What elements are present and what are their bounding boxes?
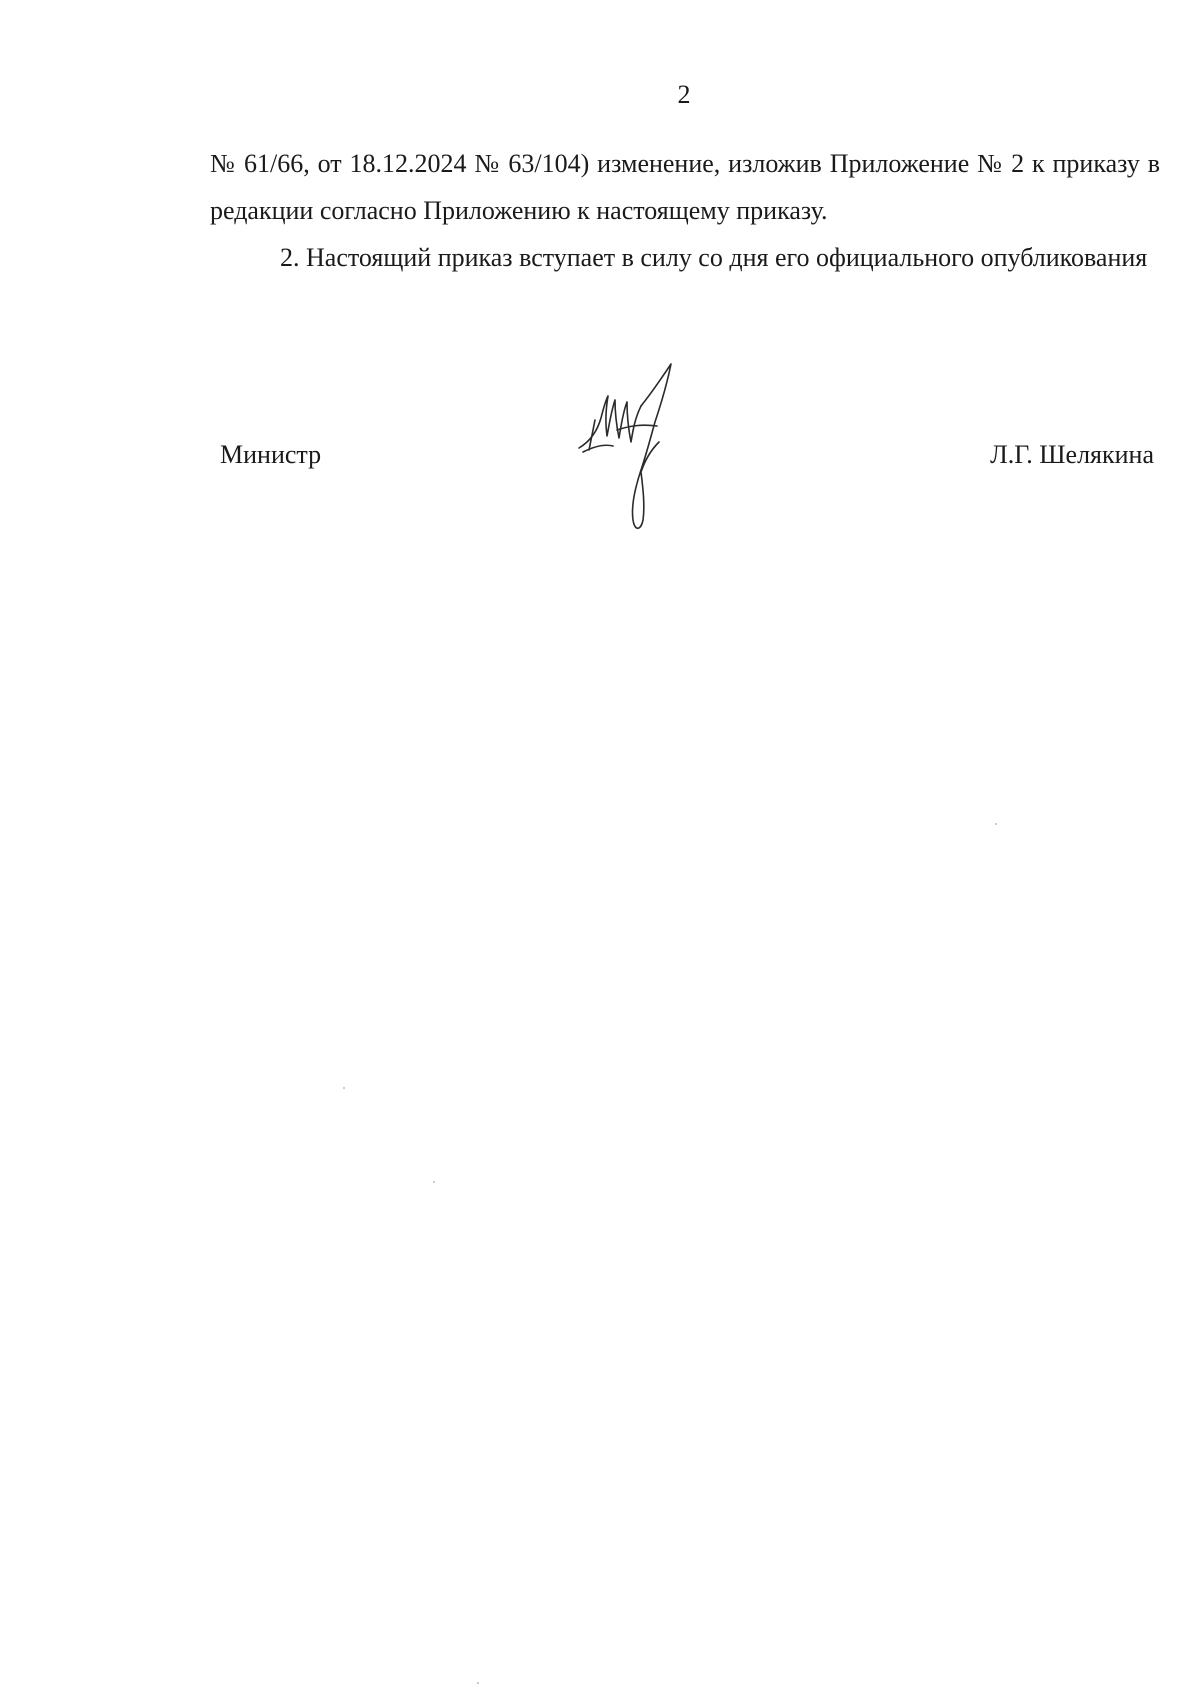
scan-speck: [477, 1682, 479, 1684]
signature-block: [0, 360, 1200, 540]
signatory-title: Министр: [220, 440, 322, 469]
signatory-name: Л.Г. Шелякина: [990, 440, 1154, 469]
paragraph-2: 2. Настоящий приказ вступает в силу со дня его официального опубликования: [280, 243, 1148, 272]
document-body: [210, 140, 1160, 281]
scan-speck: [433, 1181, 435, 1183]
paragraph-1-continuation: № 61/66, от 18.12.2024 № 63/104) изменение, изложив Приложение № 2 к приказу в редакции согласно Приложению к настоящему приказу.: [210, 149, 1160, 225]
page-number: 2: [677, 80, 691, 109]
scan-speck: [343, 1087, 345, 1089]
scan-speck: [995, 823, 997, 825]
handwritten-signature-icon: [575, 360, 715, 535]
